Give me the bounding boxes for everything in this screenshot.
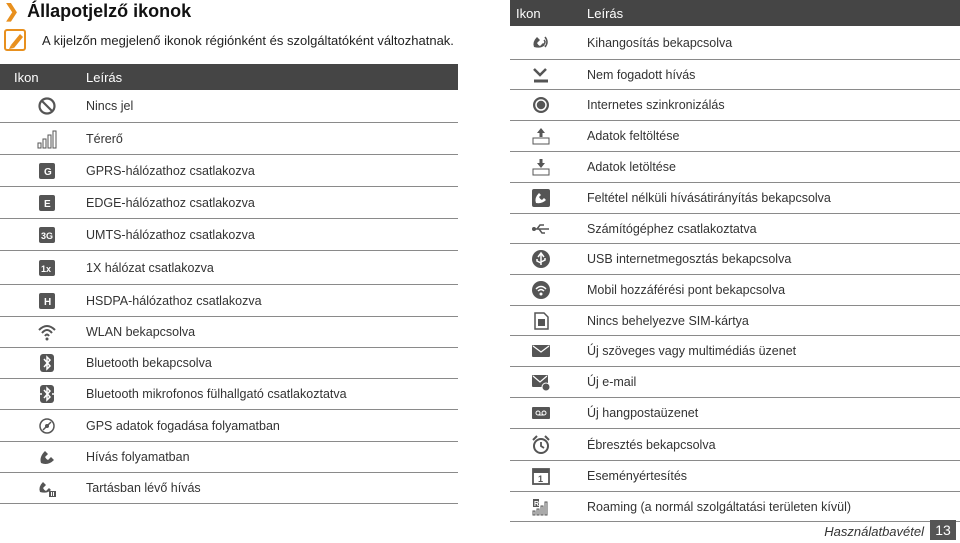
table-row [510, 60, 960, 90]
row-description: 1X hálózat csatlakozva [86, 260, 214, 275]
calendar-icon [530, 465, 552, 487]
page-title [4, 1, 191, 22]
row-description: EDGE-hálózathoz csatlakozva [86, 195, 255, 210]
row-description: Nincs behelyezve SIM-kártya [587, 313, 749, 328]
svg-text:H: H [44, 296, 52, 308]
row-description: Nincs jel [86, 99, 134, 113]
usb-icon [530, 218, 552, 240]
svg-text:R: R [534, 500, 540, 508]
table-row [510, 152, 960, 183]
row-description: UMTS-hálózathoz csatlakozva [86, 227, 255, 242]
table-row [510, 461, 960, 492]
row-description: GPS adatok fogadása folyamatban [86, 418, 280, 433]
left-icon-table [0, 64, 458, 504]
row-description: Új szöveges vagy multimédiás üzenet [587, 344, 797, 358]
row-description: Ébresztés bekapcsolva [587, 437, 716, 452]
table-row [510, 121, 960, 152]
svg-text:1: 1 [538, 474, 544, 484]
table-row [0, 251, 458, 285]
table-row [510, 429, 960, 461]
signal-strength-icon [36, 128, 58, 150]
roaming-icon [530, 496, 552, 518]
svg-text:1x: 1x [41, 263, 52, 274]
table-row [0, 442, 458, 473]
table-header [510, 0, 960, 26]
table-row [0, 90, 458, 123]
table-row [0, 285, 458, 317]
table-row [510, 367, 960, 398]
call-icon [36, 446, 58, 468]
row-description: WLAN bekapcsolva [86, 325, 196, 339]
footer-section-label: Használatbavétel [824, 524, 924, 539]
email-icon [530, 371, 552, 393]
table-row [510, 90, 960, 121]
table-row [510, 244, 960, 275]
row-description: Számítógéphez csatlakoztatva [587, 221, 757, 236]
row-description: Mobil hozzáférési pont bekapcsolva [587, 283, 786, 297]
table-row [0, 219, 458, 251]
svg-text:E: E [44, 198, 51, 210]
row-description: Adatok feltöltése [587, 129, 680, 143]
page-number: 13 [930, 520, 956, 540]
table-row [510, 398, 960, 429]
row-description: Roaming (a normál szolgáltatási területen kívül) [587, 499, 852, 514]
row-description: Bluetooth mikrofonos fülhallgató csatlakoztatva [86, 387, 347, 401]
table-header [0, 64, 458, 90]
gps-icon [36, 415, 58, 437]
row-description: Térerő [86, 131, 123, 146]
table-row [0, 379, 458, 410]
voicemail-icon [530, 402, 552, 424]
col-header-description: Leírás [86, 70, 123, 85]
table-row [0, 348, 458, 379]
col-header-description: Leírás [587, 6, 624, 21]
umts-3g-icon [36, 224, 58, 246]
edge-icon [36, 192, 58, 214]
table-row [0, 123, 458, 155]
table-row [510, 275, 960, 306]
table-row [510, 214, 960, 244]
missed-call-icon [530, 64, 552, 86]
row-description: Internetes szinkronizálás [587, 98, 725, 112]
table-row [510, 306, 960, 336]
usb-tether-icon [530, 248, 552, 270]
message-icon [530, 340, 552, 362]
row-description: Új e-mail [587, 375, 637, 389]
svg-text:G: G [44, 166, 52, 178]
col-header-icon: Ikon [516, 6, 541, 21]
chevron-right-icon: ❯ [4, 1, 20, 21]
hsdpa-icon [36, 290, 58, 312]
table-row [510, 336, 960, 367]
table-row [0, 410, 458, 442]
speakerphone-icon [530, 32, 552, 54]
right-icon-table [510, 0, 960, 522]
alarm-icon [530, 434, 552, 456]
col-header-icon: Ikon [14, 70, 39, 85]
hotspot-icon [530, 279, 552, 301]
call-hold-icon [36, 477, 58, 499]
sync-icon [530, 94, 552, 116]
bluetooth-icon [36, 352, 58, 374]
table-row [0, 155, 458, 187]
svg-text:3G: 3G [41, 230, 54, 241]
table-row [510, 26, 960, 60]
row-description: USB internetmegosztás bekapcsolva [587, 252, 792, 266]
row-description: Hívás folyamatban [86, 450, 190, 464]
table-row [510, 492, 960, 522]
1x-icon [36, 257, 58, 279]
row-description: Adatok letöltése [587, 160, 676, 174]
table-row [0, 317, 458, 348]
row-description: Tartásban lévő hívás [86, 481, 201, 495]
page-title-text: Állapotjelző ikonok [27, 1, 192, 21]
table-row [0, 473, 458, 504]
wifi-icon [36, 321, 58, 343]
download-icon [530, 156, 552, 178]
gprs-icon [36, 160, 58, 182]
call-forward-icon [530, 187, 552, 209]
bluetooth-headset-icon [36, 383, 58, 405]
row-description: Új hangpostaüzenet [587, 406, 699, 420]
row-description: Bluetooth bekapcsolva [86, 356, 212, 370]
upload-icon [530, 125, 552, 147]
row-description: Kihangosítás bekapcsolva [587, 35, 733, 50]
row-description: HSDPA-hálózathoz csatlakozva [86, 293, 262, 308]
table-row [510, 183, 960, 214]
row-description: Nem fogadott hívás [587, 67, 696, 82]
table-row [0, 187, 458, 219]
note-text: A kijelzőn megjelenő ikonok régiónként és szolgáltatóként változhatnak. [42, 33, 454, 48]
row-description: Feltétel nélküli hívásátirányítás bekapcsolva [587, 191, 831, 205]
no-sim-icon [530, 310, 552, 332]
note-pencil-icon [4, 28, 28, 52]
row-description: Eseményértesítés [587, 469, 688, 483]
no-signal-icon [36, 95, 58, 117]
row-description: GPRS-hálózathoz csatlakozva [86, 163, 255, 178]
